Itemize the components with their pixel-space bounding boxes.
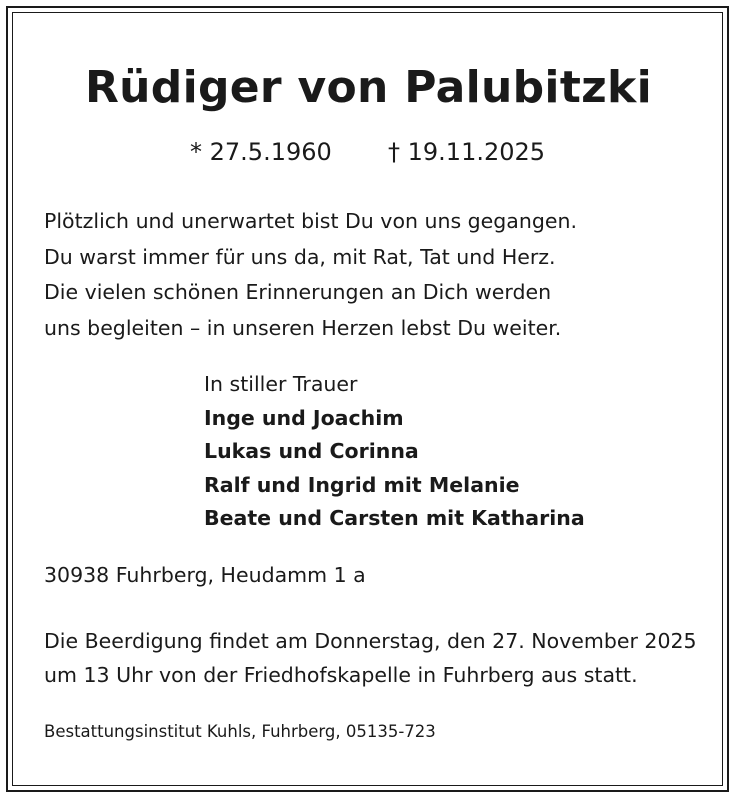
mourner-name: Lukas und Corinna — [204, 439, 419, 463]
mourners-block — [204, 368, 585, 536]
text-line: uns begleiten – in unseren Herzen lebst Du weiter. — [44, 315, 562, 340]
text-line: Du warst immer für uns da, mit Rat, Tat und Herz. — [44, 244, 556, 269]
address: 30938 Fuhrberg, Heudamm 1 a — [44, 563, 366, 587]
funeral-line: um 13 Uhr von der Friedhofskapelle in Fuhrberg aus statt. — [44, 663, 638, 687]
mourner-name: Ralf und Ingrid mit Melanie — [204, 472, 520, 497]
funeral-line: Die Beerdigung findet am Donnerstag, den 27. November 2025 — [44, 629, 697, 653]
undertaker: Bestattungsinstitut Kuhls, Fuhrberg, 05135-723 — [44, 722, 436, 741]
deceased-name: Rüdiger von Palubitzki — [84, 62, 653, 113]
mourner-name: Inge und Joachim — [204, 405, 404, 430]
text-line: Die vielen schönen Erinnerungen an Dich werden — [44, 280, 552, 304]
birth-date: * 27.5.1960 — [190, 138, 332, 166]
mourner-name: Beate und Carsten mit Katharina — [204, 506, 585, 530]
funeral-info — [44, 624, 697, 692]
text-line: Plötzlich und unerwartet bist Du von uns gegangen. — [44, 209, 577, 233]
condolence-text — [44, 204, 577, 346]
death-date: † 19.11.2025 — [388, 138, 546, 166]
mourning-intro: In stiller Trauer — [204, 372, 358, 396]
